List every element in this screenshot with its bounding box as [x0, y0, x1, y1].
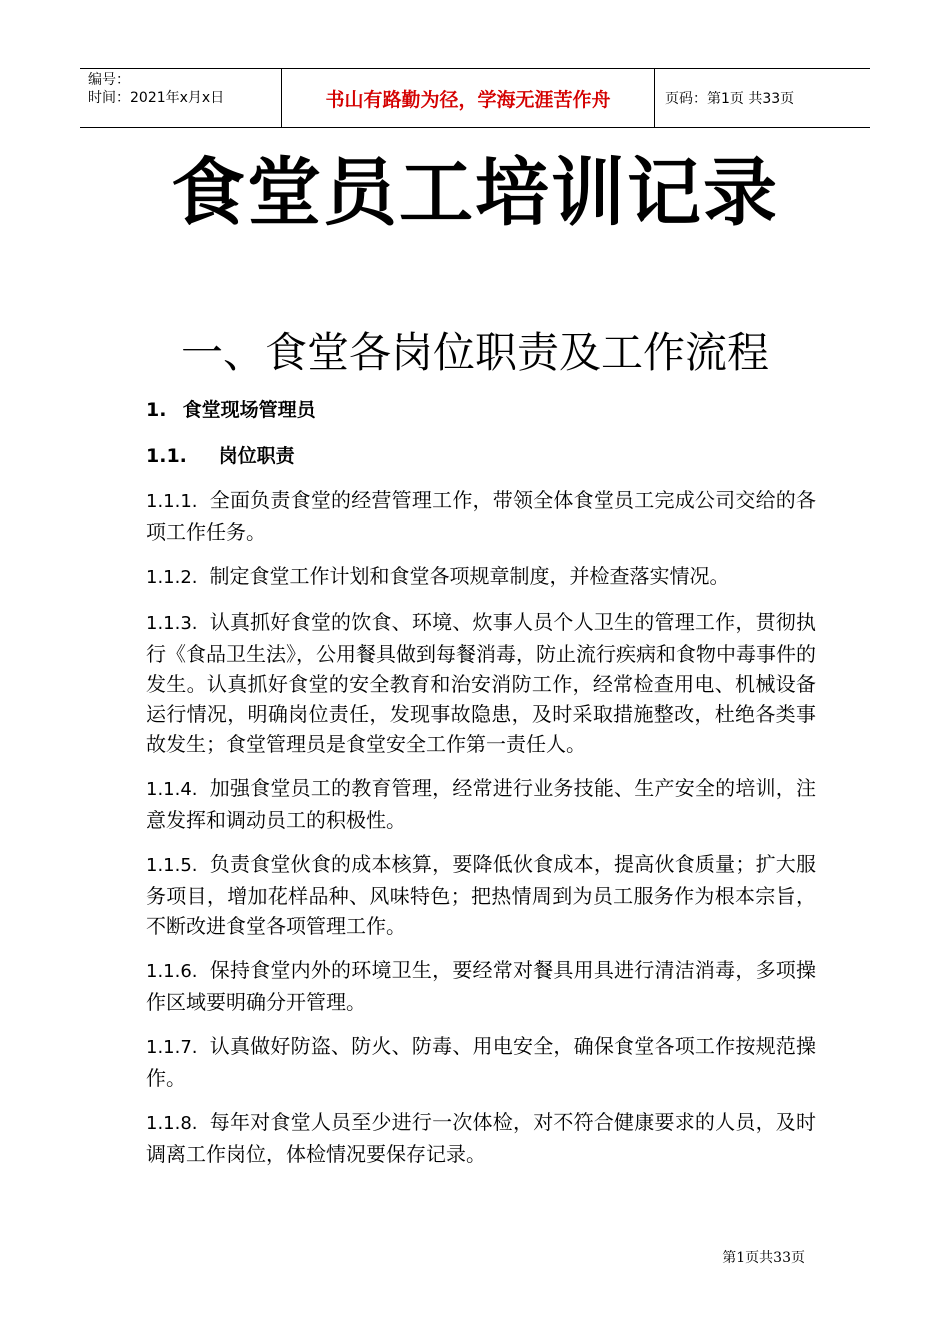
- paragraph-text: 认真做好防盗、防火、防毒、用电安全，确保食堂各项工作按规范操作。: [146, 1034, 816, 1090]
- paragraph-number: 1.1.4.: [146, 779, 198, 800]
- paragraph-text: 加强食堂员工的教育管理，经常进行业务技能、生产安全的培训，注意发挥和调动员工的积极性。: [146, 776, 816, 832]
- header-page-info: 页码：第1页 共33页: [665, 91, 795, 107]
- paragraph-text: 认真抓好食堂的饮食、环境、炊事人员个人卫生的管理工作，贯彻执行《食品卫生法》，公用餐具做到每餐消毒，防止流行疾病和食物中毒事件的发生。认真抓好食堂的安全教育和治安消防工作，经常检查用电、机械设备运行情况，明确岗位责任，发现事故隐患，及时采取措施整改，杜绝各类事故发生；食堂管理员是食堂安全工作第一责任人。: [146, 610, 816, 756]
- page-footer: 第1页共33页: [722, 1250, 805, 1266]
- paragraph-text: 负责食堂伙食的成本核算，要降低伙食成本，提高伙食质量；扩大服务项目，增加花样品种、风味特色；把热情周到为员工服务作为根本宗旨，不断改进食堂各项管理工作。: [146, 852, 816, 938]
- paragraph: [146, 955, 816, 1017]
- serial-label: 编号：: [88, 72, 130, 88]
- paragraph: [146, 1107, 816, 1169]
- paragraph-number: 1.1.7.: [146, 1037, 198, 1058]
- paragraph-number: 1.1.8.: [146, 1113, 198, 1134]
- page-header: [80, 68, 870, 128]
- paragraph: [146, 773, 816, 835]
- paragraph-number: 1.1.5.: [146, 855, 198, 876]
- document-body: [146, 395, 816, 1183]
- time-label: 时间：2021年x月x日: [88, 90, 225, 106]
- paragraph-number: 1.1.1.: [146, 491, 198, 512]
- paragraph: [146, 607, 816, 759]
- paragraph: [146, 485, 816, 547]
- header-motto: 书山有路勤为径，学海无涯苦作舟: [282, 69, 655, 127]
- paragraph-text: 每年对食堂人员至少进行一次体检，对不符合健康要求的人员，及时调离工作岗位，体检情况要保存记录。: [146, 1110, 816, 1166]
- header-meta: [80, 69, 282, 127]
- paragraph-number: 1.1.2.: [146, 567, 198, 588]
- paragraph: [146, 1031, 816, 1093]
- heading-number: 1.: [146, 399, 167, 421]
- paragraph: [146, 561, 816, 593]
- section-title: 一、食堂各岗位职责及工作流程: [180, 328, 769, 377]
- document-title: 食堂员工培训记录: [171, 150, 779, 236]
- paragraph-number: 1.1.3.: [146, 613, 198, 634]
- heading-level-2: [146, 441, 816, 471]
- heading-number: 1.1.: [146, 445, 187, 467]
- paragraph-text: 制定食堂工作计划和食堂各项规章制度，并检查落实情况。: [209, 564, 730, 588]
- heading-text: 岗位职责: [218, 445, 295, 467]
- paragraph-text: 全面负责食堂的经营管理工作，带领全体食堂员工完成公司交给的各项工作任务。: [146, 488, 816, 544]
- paragraph-number: 1.1.6.: [146, 961, 198, 982]
- paragraph-text: 保持食堂内外的环境卫生，要经常对餐具用具进行清洁消毒，多项操作区域要明确分开管理。: [146, 958, 816, 1014]
- heading-text: 食堂现场管理员: [182, 399, 316, 421]
- heading-level-1: [146, 395, 816, 425]
- paragraph: [146, 849, 816, 941]
